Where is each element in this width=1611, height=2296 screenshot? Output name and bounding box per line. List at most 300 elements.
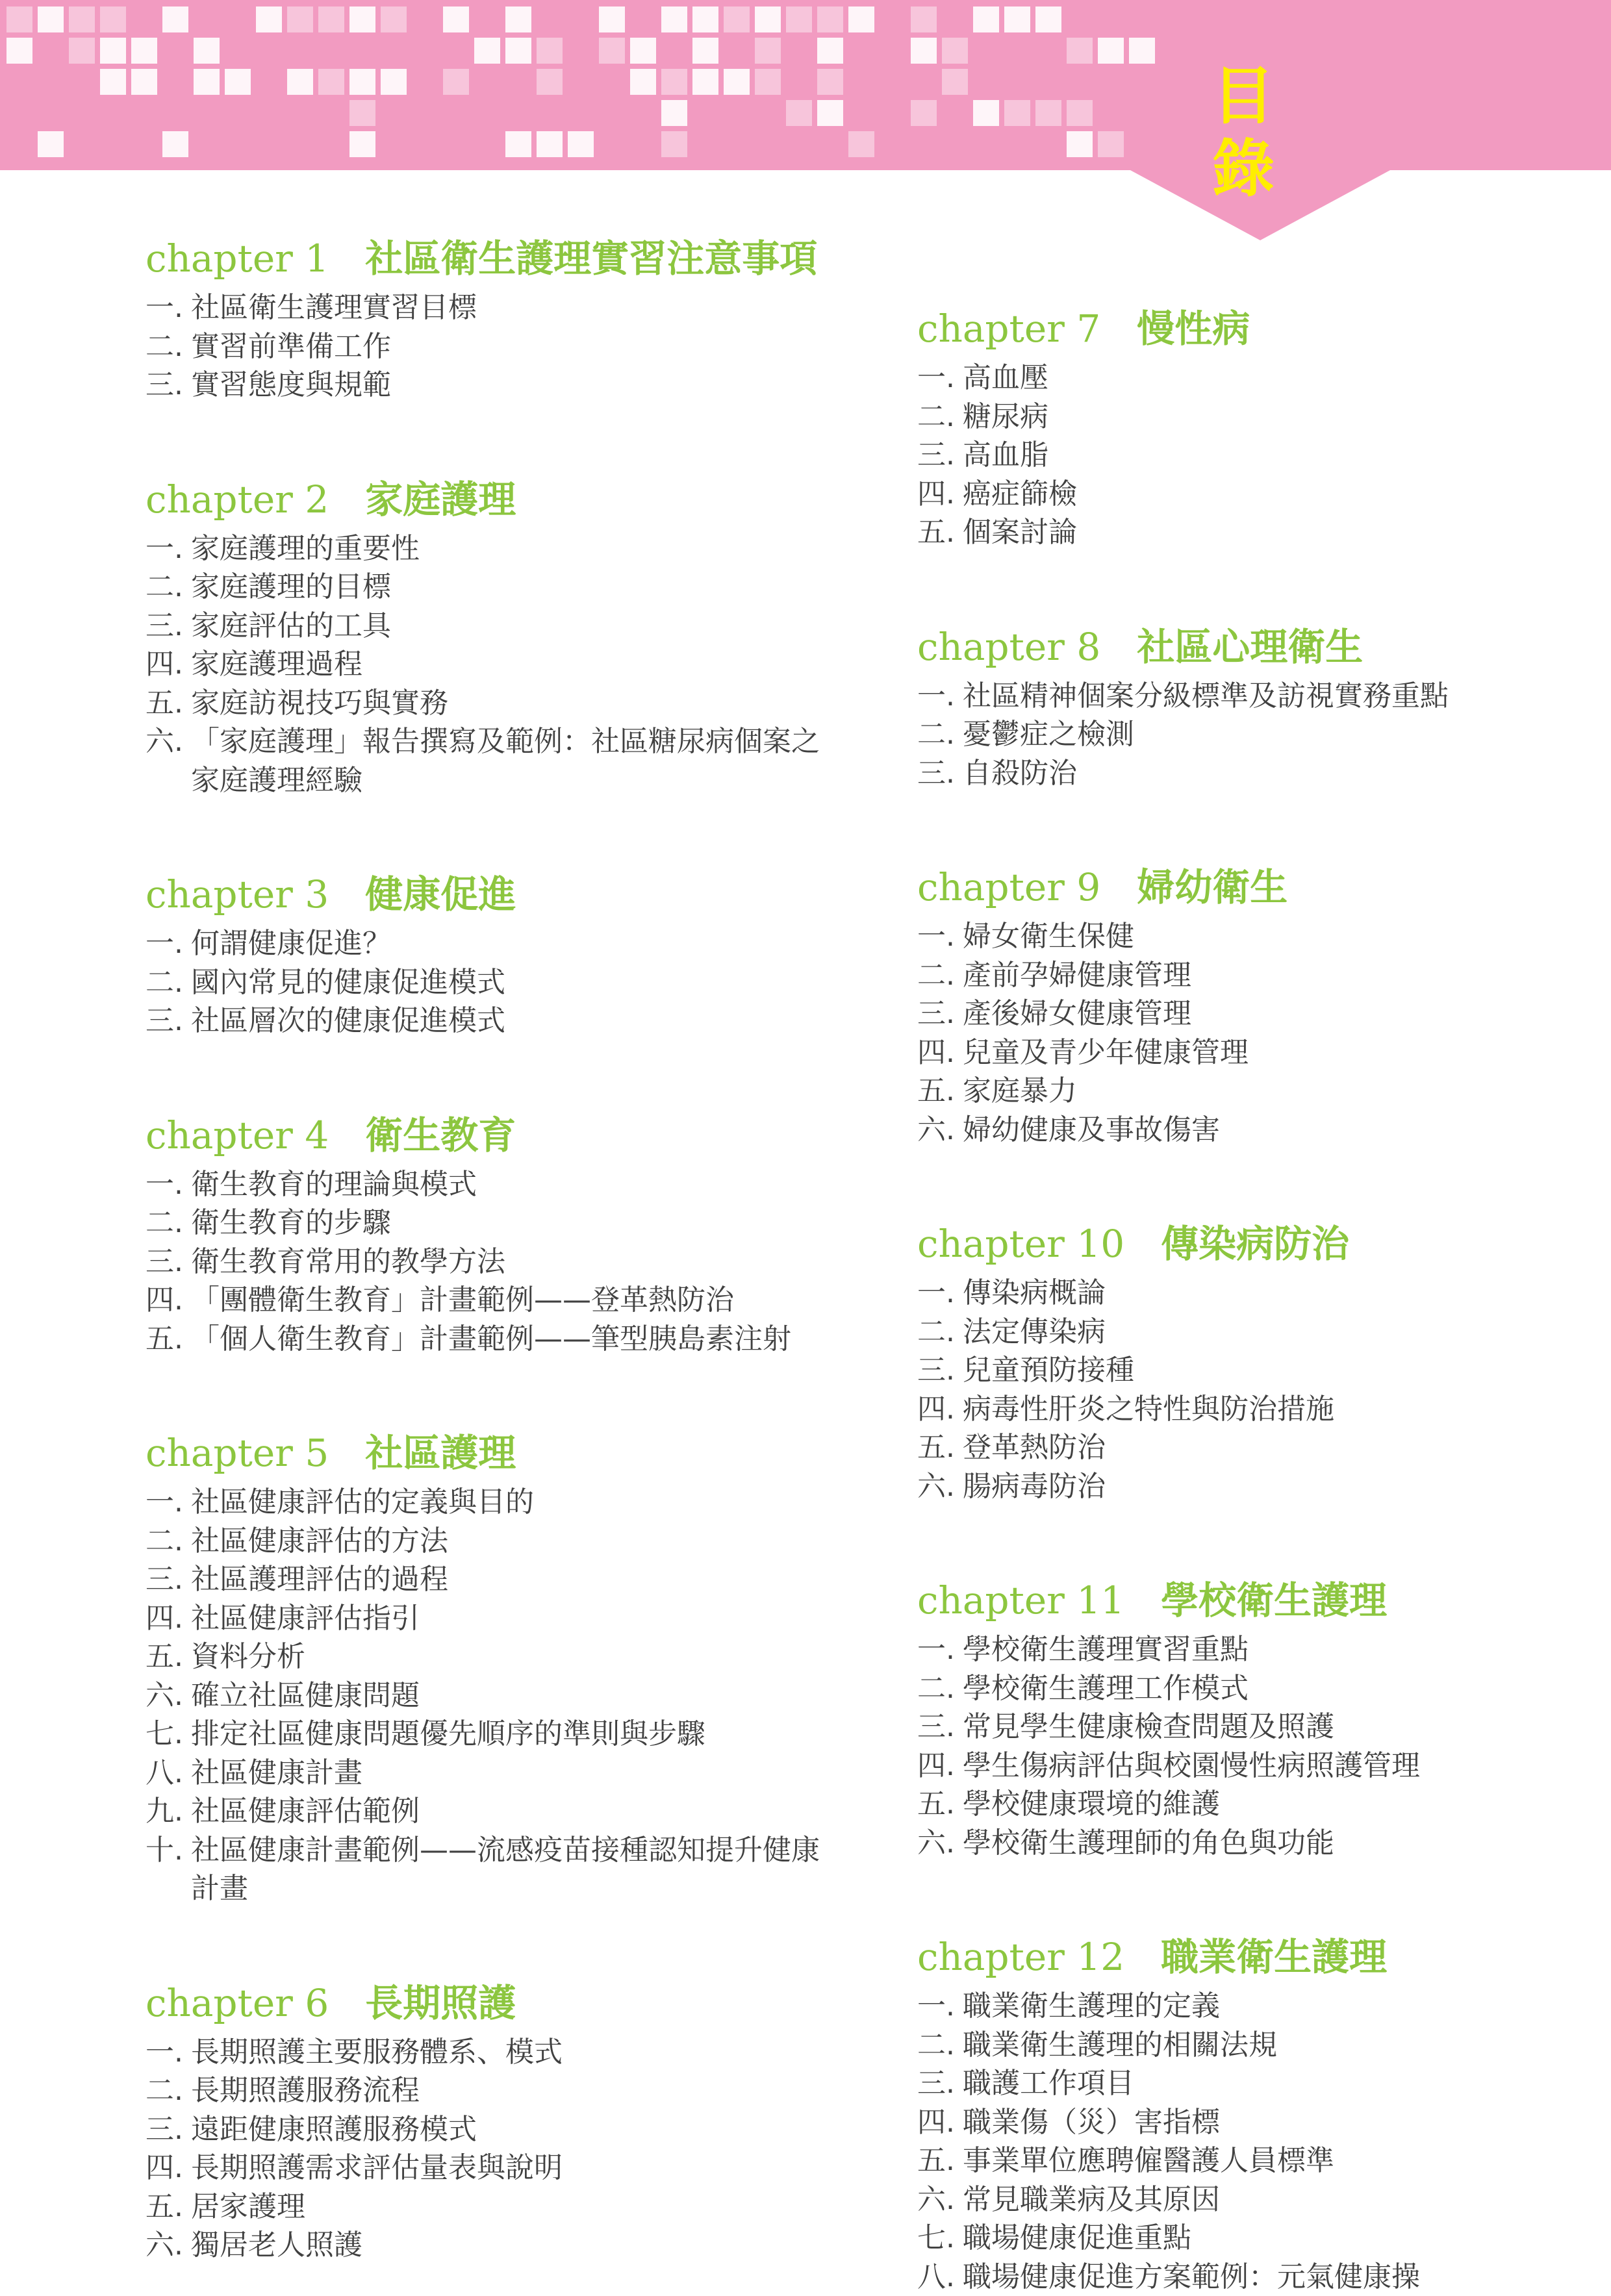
toc-left-column bbox=[146, 229, 834, 2265]
entry-text: 憂鬱症之檢測 bbox=[963, 715, 1606, 754]
toc-entry[interactable] bbox=[917, 917, 1606, 956]
chapter-title[interactable]: 職業衛生護理 bbox=[1161, 1927, 1387, 1987]
toc-entry[interactable] bbox=[917, 1428, 1606, 1467]
mosaic-tile bbox=[911, 6, 937, 32]
toc-entry[interactable] bbox=[146, 2149, 834, 2188]
toc-entry[interactable] bbox=[146, 366, 834, 405]
toc-entry[interactable] bbox=[146, 1320, 834, 1359]
entry-number: 一. bbox=[146, 1165, 191, 1204]
entry-text: 家庭護理的重要性 bbox=[191, 529, 834, 568]
entry-text: 癌症篩檢 bbox=[963, 475, 1606, 514]
chapter-number: chapter 12 bbox=[917, 1927, 1124, 1987]
toc-entry[interactable] bbox=[146, 288, 834, 327]
entry-text: 居家護理 bbox=[191, 2188, 834, 2227]
entry-number: 二. bbox=[917, 397, 963, 436]
entry-number: 二. bbox=[146, 568, 191, 607]
toc-entry[interactable] bbox=[917, 2026, 1606, 2065]
entry-text: 家庭評估的工具 bbox=[191, 607, 834, 646]
mosaic-tile bbox=[1004, 6, 1030, 32]
toc-entry[interactable] bbox=[917, 1630, 1606, 1669]
toc-entry[interactable] bbox=[917, 475, 1606, 514]
chapter-number: chapter 7 bbox=[917, 299, 1100, 359]
mosaic-tile bbox=[817, 6, 843, 32]
mosaic-tile bbox=[911, 38, 937, 64]
mosaic-tile bbox=[1035, 100, 1061, 126]
toc-entry[interactable] bbox=[146, 1792, 834, 1831]
entry-number: 三. bbox=[146, 1560, 191, 1599]
toc-entry[interactable] bbox=[917, 754, 1606, 793]
entry-number: 三. bbox=[917, 2064, 963, 2103]
toc-entry[interactable] bbox=[917, 994, 1606, 1033]
chapter-9 bbox=[917, 857, 1606, 1149]
entry-number: 四. bbox=[917, 1033, 963, 1072]
toc-entry[interactable] bbox=[146, 568, 834, 607]
toc-entry[interactable] bbox=[917, 1033, 1606, 1072]
mosaic-tile bbox=[817, 38, 843, 64]
entry-number: 十. bbox=[146, 1831, 191, 1908]
toc-entry[interactable] bbox=[146, 1831, 834, 1908]
chapter-title[interactable]: 健康促進 bbox=[365, 864, 516, 924]
toc-entry[interactable] bbox=[146, 327, 834, 366]
entry-number: 五. bbox=[917, 2141, 963, 2180]
mosaic-tile bbox=[1098, 38, 1124, 64]
entry-text: 社區護理評估的過程 bbox=[191, 1560, 834, 1599]
entry-number: 四. bbox=[146, 1281, 191, 1320]
chapter-number: chapter 11 bbox=[917, 1571, 1124, 1630]
mosaic-tile bbox=[661, 131, 687, 157]
toc-entry[interactable] bbox=[917, 1987, 1606, 2026]
entry-number: 四. bbox=[917, 2103, 963, 2142]
mosaic-tile bbox=[38, 131, 64, 157]
entry-text: 自殺防治 bbox=[963, 754, 1606, 793]
mosaic-tile bbox=[1004, 100, 1030, 126]
entry-number: 八. bbox=[146, 1754, 191, 1793]
entry-number: 二. bbox=[146, 1522, 191, 1561]
entry-number: 二. bbox=[917, 956, 963, 995]
entry-number: 三. bbox=[917, 436, 963, 475]
entry-number: 六. bbox=[917, 2180, 963, 2219]
chapter-title[interactable]: 長期照護 bbox=[365, 1973, 516, 2033]
mosaic-tile bbox=[1129, 38, 1155, 64]
mosaic-tile bbox=[318, 69, 344, 95]
toc-entry[interactable] bbox=[917, 2103, 1606, 2142]
toc-entry[interactable] bbox=[146, 1165, 834, 1204]
entry-number: 六. bbox=[146, 1676, 191, 1715]
mosaic-tile bbox=[100, 69, 126, 95]
entry-text: 腸病毒防治 bbox=[963, 1467, 1606, 1506]
toc-entry[interactable] bbox=[146, 722, 834, 800]
entry-text: 社區健康計畫範例——流感疫苗接種認知提升健康計畫 bbox=[191, 1831, 834, 1908]
chapter-number: chapter 5 bbox=[146, 1423, 329, 1483]
mosaic-tile bbox=[443, 69, 469, 95]
toc-entry[interactable] bbox=[146, 2033, 834, 2072]
entry-number: 三. bbox=[917, 1351, 963, 1390]
toc-entry[interactable] bbox=[146, 645, 834, 684]
entry-number: 七. bbox=[146, 1715, 191, 1754]
entry-text: 職業衛生護理的相關法規 bbox=[963, 2026, 1606, 2065]
toc-entry[interactable] bbox=[917, 1313, 1606, 1352]
entry-number: 一. bbox=[917, 1630, 963, 1669]
toc-entry[interactable] bbox=[146, 2226, 834, 2265]
toc-entry[interactable] bbox=[146, 607, 834, 646]
entry-number: 六. bbox=[917, 1824, 963, 1863]
toc-entry[interactable] bbox=[146, 1599, 834, 1638]
entry-text: 學校衛生護理實習重點 bbox=[963, 1630, 1606, 1669]
entry-number: 四. bbox=[917, 1747, 963, 1785]
chapter-number: chapter 6 bbox=[146, 1973, 329, 2033]
entry-text: 國內常見的健康促進模式 bbox=[191, 963, 834, 1002]
toc-entry[interactable] bbox=[146, 1204, 834, 1243]
entry-number: 二. bbox=[917, 1669, 963, 1708]
mosaic-tile bbox=[599, 6, 625, 32]
entry-number: 九. bbox=[146, 1792, 191, 1831]
entry-text: 衛生教育常用的教學方法 bbox=[191, 1243, 834, 1281]
entry-text: 學校健康環境的維護 bbox=[963, 1785, 1606, 1824]
mosaic-tile bbox=[381, 69, 407, 95]
mosaic-tile bbox=[973, 6, 999, 32]
mosaic-tile bbox=[973, 100, 999, 126]
toc-entry[interactable] bbox=[917, 2219, 1606, 2258]
toc-entry[interactable] bbox=[917, 2180, 1606, 2219]
entry-text: 「家庭護理」報告撰寫及範例：社區糖尿病個案之家庭護理經驗 bbox=[191, 722, 834, 800]
mosaic-tile bbox=[100, 38, 126, 64]
entry-number: 七. bbox=[917, 2219, 963, 2258]
entry-number: 六. bbox=[146, 722, 191, 800]
mosaic-tile bbox=[537, 38, 563, 64]
mosaic-tile bbox=[225, 69, 251, 95]
toc-entry[interactable] bbox=[917, 1785, 1606, 1824]
chapter-title[interactable]: 婦幼衛生 bbox=[1137, 857, 1288, 917]
entry-number: 五. bbox=[146, 2188, 191, 2227]
toc-right-column bbox=[917, 299, 1606, 2296]
entry-number: 一. bbox=[146, 529, 191, 568]
entry-number: 二. bbox=[917, 715, 963, 754]
entry-text: 社區層次的健康促進模式 bbox=[191, 1002, 834, 1041]
entry-number: 五. bbox=[146, 1637, 191, 1676]
toc-entry[interactable] bbox=[917, 677, 1606, 716]
entry-text: 衛生教育的步驟 bbox=[191, 1204, 834, 1243]
entry-number: 四. bbox=[146, 645, 191, 684]
entry-text: 職場健康促進重點 bbox=[963, 2219, 1606, 2258]
mosaic-tile bbox=[692, 6, 718, 32]
chapter-number: chapter 9 bbox=[917, 857, 1100, 917]
mosaic-tile bbox=[755, 6, 781, 32]
entry-number: 三. bbox=[917, 994, 963, 1033]
chapter-11 bbox=[917, 1571, 1606, 1862]
entry-number: 一. bbox=[917, 1274, 963, 1313]
mosaic-tile bbox=[724, 6, 750, 32]
mosaic-tile bbox=[568, 131, 594, 157]
entry-number: 三. bbox=[146, 1243, 191, 1281]
mosaic-tile bbox=[661, 6, 687, 32]
mosaic-tile bbox=[1067, 38, 1093, 64]
toc-entry[interactable] bbox=[917, 1111, 1606, 1150]
chapter-2 bbox=[146, 470, 834, 800]
toc-entry[interactable] bbox=[146, 1637, 834, 1676]
mosaic-tile bbox=[349, 131, 375, 157]
toc-entry[interactable] bbox=[146, 1281, 834, 1320]
mosaic-tile bbox=[942, 38, 968, 64]
entry-number: 一. bbox=[917, 1987, 963, 2026]
toc-entry[interactable] bbox=[146, 2071, 834, 2110]
toc-entry[interactable] bbox=[917, 513, 1606, 552]
entry-number: 五. bbox=[917, 1785, 963, 1824]
mosaic-tile bbox=[1067, 131, 1093, 157]
mosaic-tile bbox=[661, 69, 687, 95]
entry-text: 何謂健康促進？ bbox=[191, 924, 834, 963]
toc-entry[interactable] bbox=[146, 2110, 834, 2149]
entry-text: 「個人衛生教育」計畫範例——筆型胰島素注射 bbox=[191, 1320, 834, 1359]
chapter-12 bbox=[917, 1927, 1606, 2296]
chapter-title[interactable]: 衛生教育 bbox=[365, 1105, 516, 1165]
entry-number: 一. bbox=[917, 917, 963, 956]
entry-number: 四. bbox=[146, 1599, 191, 1638]
mosaic-tile bbox=[131, 69, 157, 95]
toc-entry[interactable] bbox=[146, 684, 834, 723]
toc-entry[interactable] bbox=[146, 1560, 834, 1599]
entry-text: 實習前準備工作 bbox=[191, 327, 834, 366]
mosaic-tile bbox=[661, 100, 687, 126]
mosaic-tile bbox=[1098, 131, 1124, 157]
mosaic-tile bbox=[786, 100, 812, 126]
mosaic-tile bbox=[6, 6, 32, 32]
entry-text: 糖尿病 bbox=[963, 397, 1606, 436]
mosaic-tile bbox=[349, 100, 375, 126]
toc-entry[interactable] bbox=[146, 963, 834, 1002]
entry-number: 五. bbox=[146, 1320, 191, 1359]
entry-number: 三. bbox=[146, 607, 191, 646]
title-char-2: 錄 bbox=[1211, 132, 1276, 205]
entry-text: 家庭訪視技巧與實務 bbox=[191, 684, 834, 723]
toc-entry[interactable] bbox=[917, 1669, 1606, 1708]
entry-text: 社區健康評估指引 bbox=[191, 1599, 834, 1638]
entry-number: 二. bbox=[917, 2026, 963, 2065]
mosaic-tile bbox=[630, 69, 656, 95]
chapter-number: chapter 4 bbox=[146, 1105, 329, 1165]
entry-number: 三. bbox=[146, 366, 191, 405]
entry-text: 職場健康促進方案範例：元氣健康操 bbox=[963, 2258, 1606, 2296]
toc-entry[interactable] bbox=[146, 1715, 834, 1754]
mosaic-tile bbox=[848, 131, 874, 157]
mosaic-tile bbox=[755, 69, 781, 95]
chapter-title[interactable]: 慢性病 bbox=[1137, 299, 1250, 359]
mosaic-tile bbox=[443, 6, 469, 32]
mosaic-tile bbox=[848, 6, 874, 32]
toc-entry[interactable] bbox=[146, 1002, 834, 1041]
toc-entry[interactable] bbox=[917, 2064, 1606, 2103]
entry-text: 個案討論 bbox=[963, 513, 1606, 552]
mosaic-tile bbox=[755, 38, 781, 64]
toc-entry[interactable] bbox=[146, 1522, 834, 1561]
entry-number: 一. bbox=[146, 924, 191, 963]
mosaic-tile bbox=[194, 69, 220, 95]
entry-text: 獨居老人照護 bbox=[191, 2226, 834, 2265]
entry-number: 二. bbox=[917, 1313, 963, 1352]
entry-text: 學校衛生護理師的角色與功能 bbox=[963, 1824, 1606, 1863]
mosaic-tile bbox=[505, 38, 531, 64]
entry-text: 家庭暴力 bbox=[963, 1072, 1606, 1111]
entry-text: 傳染病概論 bbox=[963, 1274, 1606, 1313]
entry-text: 社區健康評估範例 bbox=[191, 1792, 834, 1831]
toc-entry[interactable] bbox=[917, 1390, 1606, 1429]
entry-text: 衛生教育的理論與模式 bbox=[191, 1165, 834, 1204]
entry-text: 職業衛生護理的定義 bbox=[963, 1987, 1606, 2026]
chapter-3 bbox=[146, 864, 834, 1041]
entry-text: 家庭護理的目標 bbox=[191, 568, 834, 607]
mosaic-tile bbox=[349, 69, 375, 95]
toc-entry[interactable] bbox=[917, 359, 1606, 397]
entry-text: 長期照護需求評估量表與說明 bbox=[191, 2149, 834, 2188]
entry-text: 產後婦女健康管理 bbox=[963, 994, 1606, 1033]
toc-entry[interactable] bbox=[146, 2188, 834, 2227]
mosaic-tile bbox=[194, 38, 220, 64]
entry-text: 長期照護主要服務體系、模式 bbox=[191, 2033, 834, 2072]
mosaic-tile bbox=[287, 69, 313, 95]
mosaic-tile bbox=[505, 6, 531, 32]
mosaic-tile bbox=[38, 6, 64, 32]
chapter-7 bbox=[917, 299, 1606, 552]
entry-number: 五. bbox=[917, 1428, 963, 1467]
entry-number: 四. bbox=[917, 1390, 963, 1429]
toc-entry[interactable] bbox=[917, 1274, 1606, 1313]
entry-number: 三. bbox=[146, 1002, 191, 1041]
toc-entry[interactable] bbox=[917, 1351, 1606, 1390]
entry-text: 長期照護服務流程 bbox=[191, 2071, 834, 2110]
toc-entry[interactable] bbox=[917, 2141, 1606, 2180]
toc-entry[interactable] bbox=[917, 1467, 1606, 1506]
header-banner bbox=[0, 0, 1611, 240]
chapter-number: chapter 8 bbox=[917, 617, 1100, 677]
entry-number: 一. bbox=[917, 359, 963, 397]
mosaic-tile bbox=[599, 38, 625, 64]
toc-entry[interactable] bbox=[917, 715, 1606, 754]
toc-entry[interactable] bbox=[917, 397, 1606, 436]
chapter-title[interactable]: 學校衛生護理 bbox=[1161, 1571, 1387, 1630]
entry-number: 三. bbox=[917, 1708, 963, 1747]
entry-number: 六. bbox=[917, 1111, 963, 1150]
entry-number: 六. bbox=[917, 1467, 963, 1506]
entry-number: 一. bbox=[146, 1483, 191, 1522]
entry-number: 四. bbox=[917, 475, 963, 514]
entry-text: 高血壓 bbox=[963, 359, 1606, 397]
chapter-title[interactable]: 社區衛生護理實習注意事項 bbox=[365, 229, 817, 288]
entry-text: 常見學生健康檢查問題及照護 bbox=[963, 1708, 1606, 1747]
chapter-title[interactable]: 社區護理 bbox=[365, 1423, 516, 1483]
toc-entry[interactable] bbox=[146, 1243, 834, 1281]
toc-entry[interactable] bbox=[917, 2258, 1606, 2296]
entry-text: 遠距健康照護服務模式 bbox=[191, 2110, 834, 2149]
mosaic-tile bbox=[69, 38, 95, 64]
entry-text: 社區健康計畫 bbox=[191, 1754, 834, 1793]
mosaic-tile bbox=[537, 131, 563, 157]
chapter-8 bbox=[917, 617, 1606, 793]
mosaic-tile bbox=[162, 131, 188, 157]
entry-number: 三. bbox=[146, 2110, 191, 2149]
entry-text: 病毒性肝炎之特性與防治措施 bbox=[963, 1390, 1606, 1429]
title-char-1: 目 bbox=[1211, 60, 1276, 132]
toc-entry[interactable] bbox=[146, 924, 834, 963]
entry-number: 二. bbox=[146, 327, 191, 366]
entry-number: 二. bbox=[146, 2071, 191, 2110]
chapter-title[interactable]: 傳染病防治 bbox=[1161, 1214, 1349, 1274]
mosaic-tile bbox=[69, 6, 95, 32]
entry-text: 社區健康評估的方法 bbox=[191, 1522, 834, 1561]
chapter-title[interactable]: 家庭護理 bbox=[365, 470, 516, 529]
chapter-number: chapter 3 bbox=[146, 864, 329, 924]
chapter-5 bbox=[146, 1423, 834, 1908]
chapter-number: chapter 2 bbox=[146, 470, 329, 529]
entry-text: 婦女衛生保健 bbox=[963, 917, 1606, 956]
mosaic-tile bbox=[6, 38, 32, 64]
mosaic-tile bbox=[381, 6, 407, 32]
mosaic-tile bbox=[318, 6, 344, 32]
entry-number: 四. bbox=[146, 2149, 191, 2188]
chapter-title[interactable]: 社區心理衛生 bbox=[1137, 617, 1363, 677]
entry-text: 社區衛生護理實習目標 bbox=[191, 288, 834, 327]
entry-text: 兒童預防接種 bbox=[963, 1351, 1606, 1390]
entry-text: 登革熱防治 bbox=[963, 1428, 1606, 1467]
mosaic-tile bbox=[692, 38, 718, 64]
mosaic-tile bbox=[817, 69, 843, 95]
entry-number: 二. bbox=[146, 1204, 191, 1243]
mosaic-tile bbox=[505, 131, 531, 157]
entry-text: 實習態度與規範 bbox=[191, 366, 834, 405]
chapter-4 bbox=[146, 1105, 834, 1359]
entry-text: 兒童及青少年健康管理 bbox=[963, 1033, 1606, 1072]
entry-number: 一. bbox=[146, 2033, 191, 2072]
mosaic-tile bbox=[942, 69, 968, 95]
chapter-6 bbox=[146, 1973, 834, 2265]
chapter-10 bbox=[917, 1214, 1606, 1506]
entry-text: 資料分析 bbox=[191, 1637, 834, 1676]
toc-entry[interactable] bbox=[917, 1824, 1606, 1863]
toc-entry[interactable] bbox=[146, 1676, 834, 1715]
chapter-number: chapter 1 bbox=[146, 229, 329, 288]
entry-number: 一. bbox=[917, 677, 963, 716]
entry-text: 「團體衛生教育」計畫範例——登革熱防治 bbox=[191, 1281, 834, 1320]
toc-entry[interactable] bbox=[146, 1483, 834, 1522]
mosaic-tile bbox=[162, 6, 188, 32]
toc-entry[interactable] bbox=[917, 956, 1606, 995]
toc-entry[interactable] bbox=[146, 1754, 834, 1793]
entry-text: 社區精神個案分級標準及訪視實務重點 bbox=[963, 677, 1606, 716]
mosaic-tile bbox=[911, 100, 937, 126]
chapter-1 bbox=[146, 229, 834, 405]
entry-text: 排定社區健康問題優先順序的準則與步驟 bbox=[191, 1715, 834, 1754]
chapter-number: chapter 10 bbox=[917, 1214, 1124, 1274]
entry-number: 六. bbox=[146, 2226, 191, 2265]
toc-entry[interactable] bbox=[917, 1747, 1606, 1785]
toc-entry[interactable] bbox=[917, 436, 1606, 475]
entry-text: 高血脂 bbox=[963, 436, 1606, 475]
mosaic-tile bbox=[256, 6, 282, 32]
mosaic-tile bbox=[817, 100, 843, 126]
entry-number: 五. bbox=[917, 513, 963, 552]
mosaic-tile bbox=[724, 69, 750, 95]
mosaic-tile bbox=[1067, 100, 1093, 126]
entry-text: 常見職業病及其原因 bbox=[963, 2180, 1606, 2219]
toc-entry[interactable] bbox=[917, 1072, 1606, 1111]
entry-number: 八. bbox=[917, 2258, 963, 2296]
mosaic-tile bbox=[131, 38, 157, 64]
entry-text: 社區健康評估的定義與目的 bbox=[191, 1483, 834, 1522]
entry-number: 五. bbox=[146, 684, 191, 723]
toc-entry[interactable] bbox=[917, 1708, 1606, 1747]
mosaic-tile bbox=[630, 38, 656, 64]
mosaic-tile bbox=[474, 38, 500, 64]
entry-number: 五. bbox=[917, 1072, 963, 1111]
toc-entry[interactable] bbox=[146, 529, 834, 568]
